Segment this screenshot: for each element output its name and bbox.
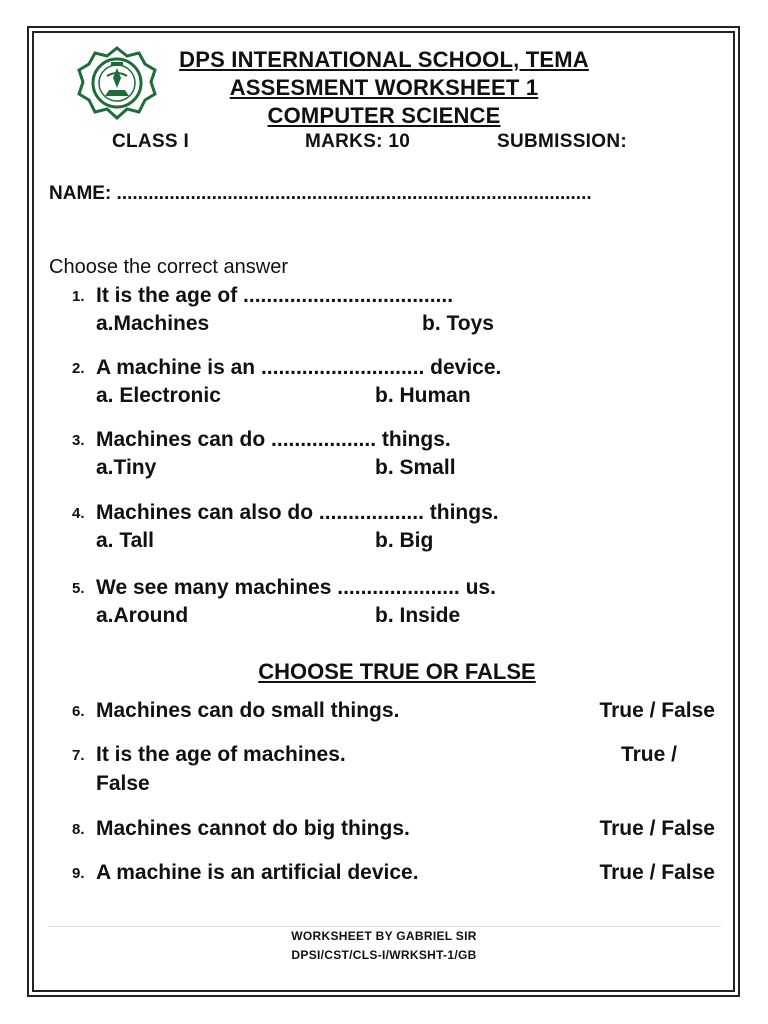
true-false-choice: True / False <box>599 817 715 840</box>
true-false-choice-part1: True / <box>620 743 677 766</box>
question-number: 7. <box>72 747 85 764</box>
question-stem: A machine is an ............................ device. <box>96 356 502 379</box>
question-number: 5. <box>72 580 85 597</box>
option-b: b. Human <box>375 384 471 407</box>
footer-code: DPSI/CST/CLS-I/WRKSHT-1/GB <box>291 948 477 962</box>
question-number: 9. <box>72 865 85 882</box>
instruction-text: Choose the correct answer <box>49 256 289 278</box>
marks-label: MARKS: 10 <box>305 131 411 152</box>
question-stem: Machines can do .................. things. <box>96 428 451 451</box>
submission-label: SUBMISSION: <box>497 131 627 152</box>
question-stem: A machine is an artificial device. <box>96 861 419 884</box>
question-number: 2. <box>72 360 85 377</box>
name-field: NAME: .......................................................................................... <box>49 183 592 204</box>
footer-author: WORKSHEET BY GABRIEL SIR <box>291 929 477 943</box>
question-stem: Machines can also do .................. things. <box>96 501 499 524</box>
worksheet-title: ASSESMENT WORKSHEET 1 <box>229 75 539 100</box>
option-a: a. Tall <box>96 529 154 552</box>
question-stem: Machines cannot do big things. <box>96 817 410 840</box>
subject-title: COMPUTER SCIENCE <box>267 103 501 128</box>
question-stem: Machines can do small things. <box>96 699 400 722</box>
true-false-choice: True / False <box>599 699 715 722</box>
question-number: 1. <box>72 288 85 305</box>
option-b: b. Inside <box>375 604 461 627</box>
option-a: a.Machines <box>96 312 210 335</box>
option-b: b. Small <box>375 456 456 479</box>
option-b: b. Big <box>375 529 434 552</box>
option-b: b. Toys <box>422 312 494 335</box>
question-stem: It is the age of machines. <box>96 743 346 766</box>
option-a: a.Around <box>96 604 189 627</box>
option-a: a.Tiny <box>96 456 157 479</box>
true-false-choice-part2: False <box>96 772 150 795</box>
question-number: 6. <box>72 703 85 720</box>
question-number: 4. <box>72 505 85 522</box>
question-number: 8. <box>72 821 85 838</box>
class-label: CLASS I <box>112 131 190 152</box>
question-stem: We see many machines ..................... us. <box>96 576 496 599</box>
true-false-heading: CHOOSE TRUE OR FALSE <box>258 659 536 684</box>
question-number: 3. <box>72 432 85 449</box>
question-stem: It is the age of .................................... <box>96 284 454 307</box>
true-false-choice: True / False <box>599 861 715 884</box>
option-a: a. Electronic <box>96 384 221 407</box>
school-name: DPS INTERNATIONAL SCHOOL, TEMA <box>179 47 589 72</box>
footer-divider <box>49 926 721 927</box>
